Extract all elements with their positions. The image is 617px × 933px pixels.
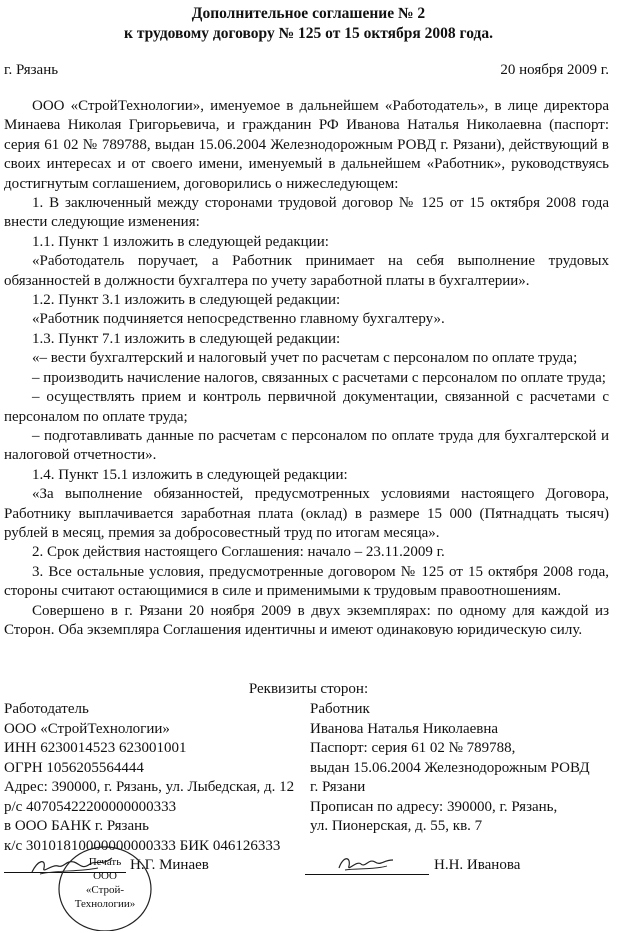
clause-1: 1. В заключенный между сторонами трудовой договор № 125 от 15 октября 2008 года внести следующие изменения: — [4, 195, 609, 231]
duty-item-2: – производить начисление налогов, связанных с расчетами с персоналом по оплате труда; — [32, 369, 606, 386]
company-stamp — [55, 845, 155, 931]
clause-1-4: 1.4. Пункт 15.1 изложить в следующей редакции: — [32, 466, 348, 483]
employer-heading: Работодатель — [4, 701, 89, 717]
employee-requisites — [310, 700, 590, 837]
employer-signature-name: Н.Г. Минаев — [130, 857, 209, 873]
employee-name: Иванова Наталья Николаевна — [310, 720, 499, 737]
employee-passport: Паспорт: серия 61 02 № 789788, — [310, 740, 516, 756]
employer-name: ООО «СтройТехнологии» — [4, 720, 170, 737]
employee-registration: Прописан по адресу: 390000, г. Рязань, — [310, 798, 558, 815]
duty-item-1: «– вести бухгалтерский и налоговый учет по расчетам с персоналом по оплате труда; — [32, 350, 578, 367]
document-date: 20 ноября 2009 г. — [500, 62, 609, 78]
employer-inn: ИНН 6230014523 623001001 — [4, 740, 187, 756]
employer-bank: в ООО БАНК г. Рязань — [4, 818, 149, 834]
clause-1-2-text: «Работник подчиняется непосредственно главному бухгалтеру». — [32, 311, 445, 328]
closing-paragraph: Совершено в г. Рязани 20 ноября 2009 в двух экземплярах: по одному для каждой из Сторон. Оба экземпляра Соглашения идентичны и имеют одинаковую юридическую силу. — [4, 602, 609, 638]
employee-passport-city: г. Рязани — [310, 779, 366, 795]
stamp-line-2: ООО — [93, 870, 117, 882]
clause-1-2: 1.2. Пункт 3.1 изложить в следующей редакции: — [32, 292, 341, 309]
employer-account: р/с 40705422200000000333 — [4, 798, 177, 815]
employer-address: Адрес: 390000, г. Рязань, ул. Лыбедская, д. 12 — [4, 779, 295, 795]
employer-corr-account: к/с 30101810000000000333 БИК 046126333 — [4, 837, 281, 854]
agreement-body — [4, 97, 609, 640]
clause-1-4-text: «За выполнение обязанностей, предусмотренных условиями настоящего Договора, Работнику выплачивается заработная плата (оклад) в размере 15 000 (Пятнадцать тысяч) рублей в месяц, премия за добросовестный труд по итогам месяца». — [4, 486, 609, 541]
duty-item-3: – осуществлять прием и контроль первичной документации, связанной с расчетами с персоналом по оплате труда; — [4, 389, 609, 425]
document-title: Дополнительное соглашение № 2 — [191, 5, 426, 22]
stamp-line-1: Печать — [88, 856, 122, 868]
clause-1-1: 1.1. Пункт 1 изложить в следующей редакции: — [32, 233, 329, 250]
employee-passport-issued: выдан 15.06.2004 Железнодорожным РОВД — [310, 759, 590, 776]
stamp-line-3: «Строй- — [85, 884, 125, 896]
document-subtitle: к трудовому договору № 125 от 15 октября 2008 года. — [124, 25, 493, 42]
clause-1-1-text: «Работодатель поручает, а Работник принимает на себя выполнение трудовых обязанностей в должности бухгалтера по учету заработной платы в бухгалтерии». — [4, 253, 609, 289]
employer-ogrn: ОГРН 1056205564444 — [4, 759, 144, 776]
clause-2: 2. Срок действия настоящего Соглашения: начало – 23.11.2009 г. — [32, 544, 445, 561]
employer-requisites — [4, 700, 294, 856]
place-of-signing: г. Рязань — [4, 62, 59, 78]
preamble-paragraph: ООО «СтройТехнологии», именуемое в дальнейшем «Работодатель», в лице директора Минаева Николая Григорьевича, и гражданин РФ Иванова Наталья Николаевна (паспорт: серия 61 02 № 789788, выдан 15.06.2004 Железнодорожным РОВД г. Рязани), действующий в своих интересах и от своего имени, именуемый в дальнейшем «Работник», руководствуясь достигнутым соглашением, договорились о нижеследующем: — [4, 98, 609, 192]
requisites-title: Реквизиты сторон: — [248, 681, 369, 697]
employee-signature-icon — [335, 852, 397, 876]
employee-heading: Работник — [310, 701, 370, 717]
stamp-line-4: Технологии» — [74, 898, 136, 910]
employee-street: ул. Пионерская, д. 55, кв. 7 — [310, 818, 483, 834]
clause-1-3: 1.3. Пункт 7.1 изложить в следующей редакции: — [32, 330, 341, 347]
duty-item-4: – подготавливать данные по расчетам с персоналом по оплате труда для бухгалтерской и налоговой отчетности». — [4, 427, 609, 464]
clause-3: 3. Все остальные условия, предусмотренные договором № 125 от 15 октября 2008 года, стороны считают остающимися в силе и применимыми к трудовым правоотношениям. — [4, 563, 609, 600]
employee-signature-name: Н.Н. Иванова — [434, 857, 521, 873]
